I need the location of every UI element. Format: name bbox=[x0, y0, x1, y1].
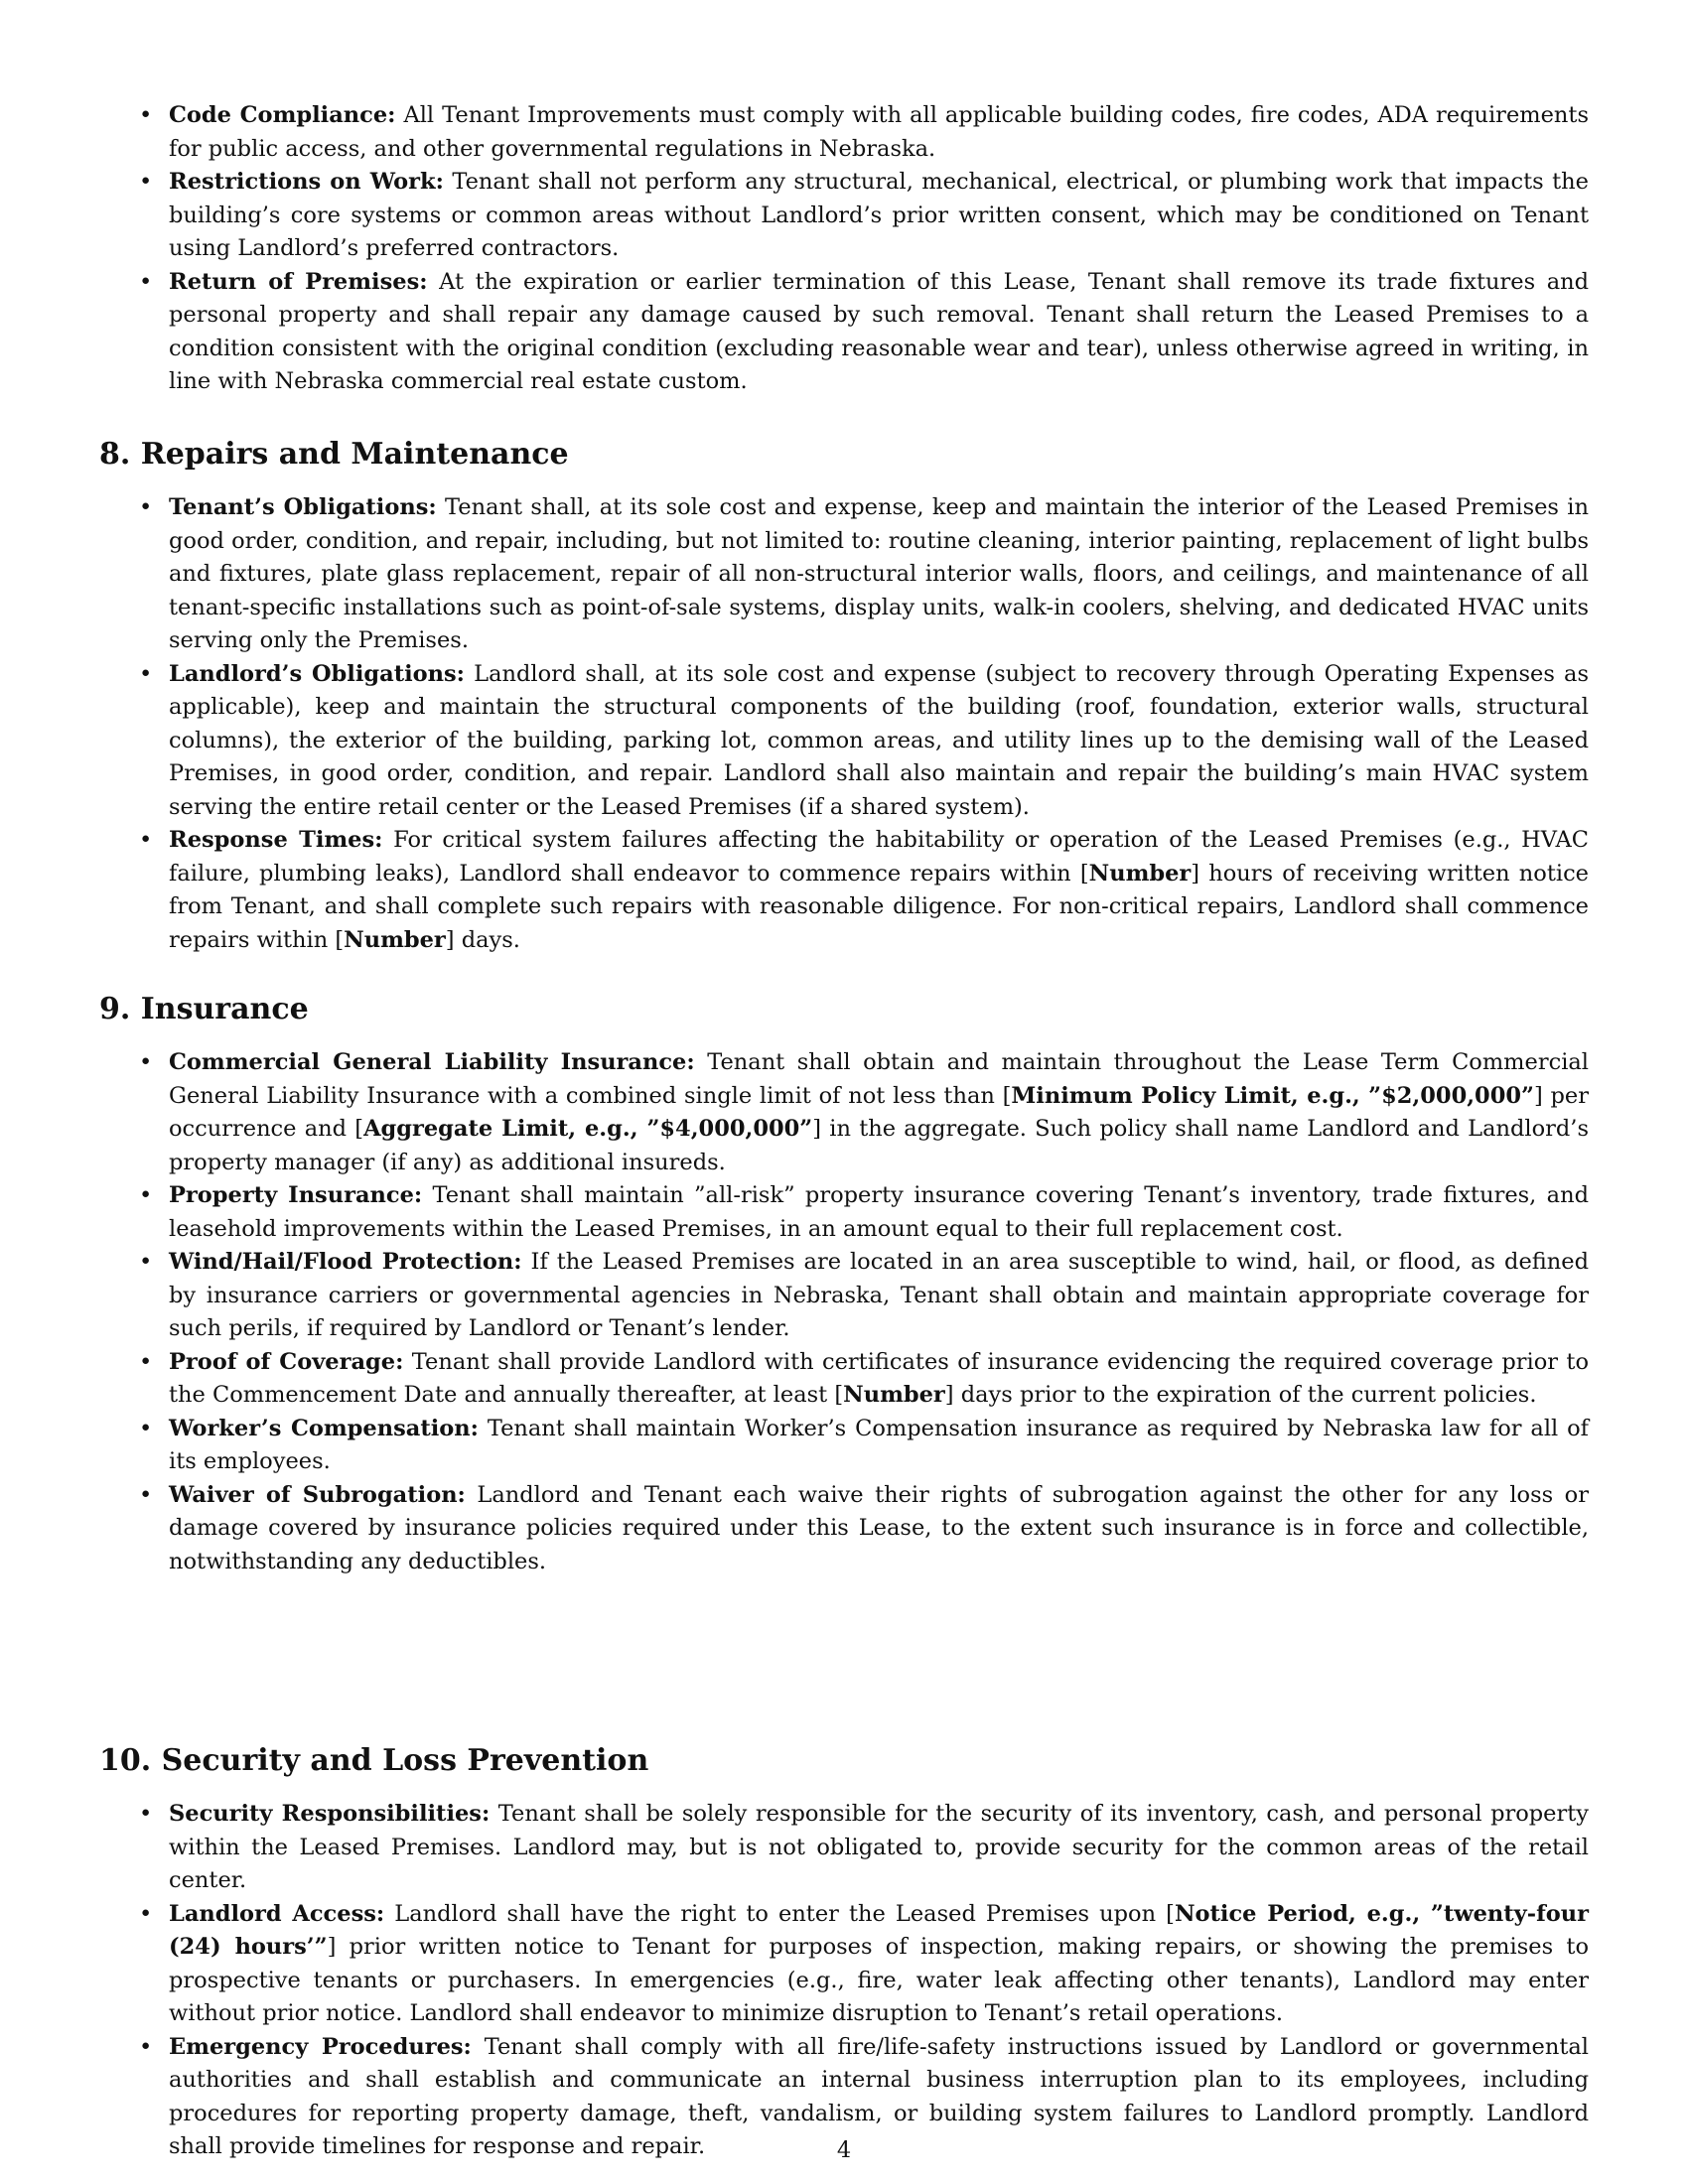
list-item bbox=[99, 1346, 1589, 1413]
item-term: Tenant’s Obligations: bbox=[169, 494, 437, 520]
item-term: Commercial General Liability Insurance: bbox=[169, 1049, 695, 1075]
item-text: Tenant shall not perform any structural, mechanical, electrical, or plumbing work that impacts the building’s core systems or common areas without Landlord’s prior written consent, which may be conditioned on Tenant using Landlord’s preferred contractors. bbox=[169, 169, 1589, 261]
item-text: All Tenant Improvements must comply with all applicable building codes, fire codes, ADA requirements for public access, and other governmental regulations in Nebraska. bbox=[169, 102, 1589, 162]
item-term: Proof of Coverage: bbox=[169, 1348, 404, 1375]
placeholder-field: Number bbox=[843, 1382, 945, 1408]
section-heading: 8. Repairs and Maintenance bbox=[99, 437, 569, 472]
item-term: Landlord’s Obligations: bbox=[169, 660, 465, 687]
placeholder-field: Number bbox=[1088, 860, 1192, 887]
item-text: Landlord shall have the right to enter the Leased Premises upon [ bbox=[384, 1900, 1175, 1927]
item-text: Tenant shall maintain Worker’s Compensation insurance as required by Nebraska law for all of its employees. bbox=[169, 1415, 1589, 1474]
list-item bbox=[99, 166, 1589, 266]
item-term: Return of Premises: bbox=[169, 268, 428, 295]
list-item bbox=[99, 1046, 1589, 1179]
page-number: 4 bbox=[836, 2137, 852, 2163]
section-10-list bbox=[99, 1798, 1589, 2164]
list-item bbox=[99, 1479, 1589, 1579]
item-text: ] in the aggregate. Such policy shall name Landlord and Landlord’s property manager (if any) as additional insureds. bbox=[169, 1116, 1589, 1175]
item-term: Code Compliance: bbox=[169, 102, 396, 128]
list-item bbox=[99, 824, 1589, 957]
item-term: Waiver of Subrogation: bbox=[169, 1481, 466, 1508]
section-9-list bbox=[99, 1046, 1589, 1578]
list-item bbox=[99, 1413, 1589, 1479]
list-item bbox=[99, 658, 1589, 825]
list-item bbox=[99, 99, 1589, 166]
section-9 bbox=[99, 990, 1589, 1578]
list-item bbox=[99, 1246, 1589, 1346]
section-10 bbox=[99, 1741, 1589, 2164]
item-text: Tenant shall comply with all fire/life-safety instructions issued by Landlord or governmental authorities and shall establish and communicate an internal business interruption plan to its employees, including procedures for reporting property damage, theft, vandalism, or building system failures to Landlord promptly. Landlord shall provide timelines for response and repair. bbox=[169, 2033, 1590, 2159]
item-term: Wind/Hail/Flood Protection: bbox=[169, 1249, 522, 1275]
placeholder-field: Aggregate Limit, e.g., ”$4,000,000” bbox=[363, 1116, 813, 1142]
item-text: ] prior written notice to Tenant for purposes of inspection, making repairs, or showing the premises to prospective tenants or purchasers. In emergencies (e.g., fire, water leak affecting other tenants), Landlord may enter without prior notice. Landlord shall endeavor to minimize disruption to Tenant’s retail operations. bbox=[169, 1934, 1589, 2026]
item-text: ] hours of receiving written notice from Tenant, and shall complete such repairs with reasonable diligence. For non-critical repairs, Landlord shall commence repairs within [ bbox=[169, 860, 1589, 953]
item-term: Response Times: bbox=[169, 827, 383, 853]
item-text: If the Leased Premises are located in an area susceptible to wind, hail, or flood, as defined by insurance carriers or governmental agencies in Nebraska, Tenant shall obtain and maintain appropriate coverage for such perils, if required by Landlord or Tenant’s lender. bbox=[169, 1249, 1589, 1341]
item-term: Worker’s Compensation: bbox=[169, 1415, 479, 1441]
item-text: ] per occurrence and [ bbox=[169, 1082, 1589, 1142]
item-text: ] days prior to the expiration of the current policies. bbox=[944, 1382, 1537, 1408]
item-text: Tenant shall provide Landlord with certificates of insurance evidencing the required coverage prior to the Commencement Date and annually thereafter, at least [ bbox=[169, 1348, 1589, 1408]
item-text: Tenant shall, at its sole cost and expense, keep and maintain the interior of the Leased Premises in good order, condition, and repair, including, but not limited to: routine cleaning, interior painting, replacement of light bulbs and fixtures, plate glass replacement, repair of all non-structural interior walls, floors, and ceilings, and maintenance of all tenant-specific installations such as point-of-sale systems, display units, walk-in coolers, shelving, and dedicated HVAC units serving only the Premises. bbox=[169, 494, 1589, 653]
list-item bbox=[99, 1798, 1589, 1898]
section-7-continued-list bbox=[99, 99, 1589, 399]
item-term: Landlord Access: bbox=[169, 1900, 385, 1927]
list-item bbox=[99, 1898, 1589, 2031]
section-8 bbox=[99, 435, 1589, 957]
placeholder-field: Notice Period, e.g., ”twenty-four (24) hours’” bbox=[169, 1900, 1589, 1960]
item-term: Restrictions on Work: bbox=[169, 169, 444, 195]
item-term: Security Responsibilities: bbox=[169, 1801, 491, 1827]
item-text: ] days. bbox=[445, 926, 520, 953]
section-heading: 10. Security and Loss Prevention bbox=[99, 1743, 649, 1778]
list-item bbox=[99, 1179, 1589, 1246]
section-heading: 9. Insurance bbox=[99, 992, 309, 1026]
item-text: Tenant shall maintain ”all-risk” property insurance covering Tenant’s inventory, trade fixtures, and leasehold improvements within the Leased Premises, in an amount equal to their full replacement cost. bbox=[169, 1182, 1589, 1242]
item-text: At the expiration or earlier termination of this Lease, Tenant shall remove its trade fixtures and personal property and shall repair any damage caused by such removal. Tenant shall return the Leased Premises to a condition consistent with the original condition (excluding reasonable wear and tear), unless otherwise agreed in writing, in line with Nebraska commercial real estate custom. bbox=[169, 268, 1590, 394]
section-8-list bbox=[99, 491, 1589, 957]
item-text: Tenant shall be solely responsible for the security of its inventory, cash, and personal property within the Leased Premises. Landlord may, but is not obligated to, provide security for the common areas of the retail center. bbox=[169, 1801, 1589, 1893]
list-item bbox=[99, 266, 1589, 399]
item-text: For critical system failures affecting the habitability or operation of the Leased Premises (e.g., HVAC failure, plumbing leaks), Landlord shall endeavor to commence repairs within [ bbox=[169, 827, 1589, 887]
list-item bbox=[99, 491, 1589, 658]
placeholder-field: Number bbox=[344, 926, 446, 953]
document-page bbox=[99, 99, 1590, 2159]
item-text: Tenant shall obtain and maintain throughout the Lease Term Commercial General Liability Insurance with a combined single limit of not less than [ bbox=[169, 1049, 1589, 1109]
item-text: Landlord and Tenant each waive their rights of subrogation against the other for any loss or damage covered by insurance policies required under this Lease, to the extent such insurance is in force and collectible, notwithstanding any deductibles. bbox=[169, 1481, 1589, 1574]
placeholder-field: Minimum Policy Limit, e.g., ”$2,000,000” bbox=[1011, 1082, 1534, 1109]
item-term: Emergency Procedures: bbox=[169, 2033, 472, 2060]
item-text: Landlord shall, at its sole cost and expense (subject to recovery through Operating Expenses as applicable), keep and maintain the structural components of the building (roof, foundation, exterior walls, structural columns), the exterior of the building, parking lot, common areas, and utility lines up to the demising wall of the Leased Premises, in good order, condition, and repair. Landlord shall also maintain and repair the building’s main HVAC system serving the entire retail center or the Leased Premises (if a shared system). bbox=[169, 660, 1590, 820]
item-term: Property Insurance: bbox=[169, 1182, 423, 1208]
